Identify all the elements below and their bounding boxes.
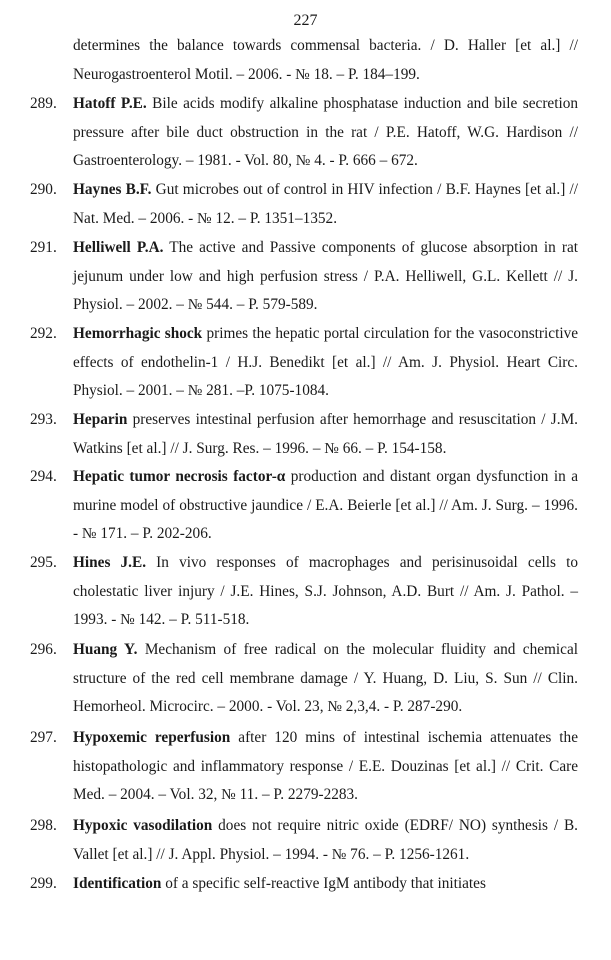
reference-text — [30, 463, 578, 549]
reference-text — [30, 406, 578, 463]
reference-290 — [30, 176, 578, 233]
reference-number: 289. — [30, 95, 57, 112]
reference-text — [30, 724, 578, 810]
reference-title-lead: Identification — [73, 875, 162, 892]
reference-text — [30, 176, 578, 233]
reference-294 — [30, 463, 578, 549]
reference-number: 295. — [30, 554, 57, 571]
reference-title-lead: Hepatic tumor necrosis factor-α — [73, 468, 286, 485]
reference-text — [30, 234, 578, 320]
reference-297 — [30, 724, 578, 810]
reference-text — [30, 636, 578, 722]
reference-text — [30, 870, 578, 899]
reference-body: does not require nitric oxide (EDRF/ NO) synthesis / B. Vallet [et al.] // J. Appl. Physiol. – 1994. - № 76. – P. 1256-1261. — [73, 817, 578, 863]
reference-text — [30, 812, 578, 869]
reference-body: after 120 mins of intestinal ischemia attenuates the histopathologic and inflammatory response / E.E. Douzinas [et al.] // Crit. Care Med. – 2004. – Vol. 32, № 11. – P. 2279-2283. — [73, 729, 578, 803]
reference-body: Mechanism of free radical on the molecular fluidity and chemical structure of the red cell membrane damage / Y. Huang, D. Liu, S. Sun // Clin. Hemorheol. Microcirc. – 2000. - Vol. 23, № 2,3,4. - P. 287-290. — [73, 641, 578, 715]
reference-number: 292. — [30, 325, 57, 342]
reference-title-lead: Hypoxemic reperfusion — [73, 729, 231, 746]
reference-number: 293. — [30, 411, 57, 428]
reference-296 — [30, 636, 578, 722]
reference-body: of a specific self-reactive IgM antibody that initiates — [161, 875, 486, 892]
reference-body: production and distant organ dysfunction in a murine model of obstructive jaundice / E.A. Beierle [et al.] // Am. J. Surg. – 1996. - № 171. – P. 202-206. — [73, 468, 578, 542]
reference-author: Huang Y. — [73, 641, 138, 658]
reference-text — [30, 320, 578, 406]
reference-291 — [30, 234, 578, 320]
reference-author: Helliwell P.A. — [73, 239, 164, 256]
reference-292 — [30, 320, 578, 406]
reference-author: Haynes B.F. — [73, 181, 152, 198]
reference-298 — [30, 812, 578, 869]
reference-number: 297. — [30, 729, 57, 746]
reference-number: 298. — [30, 817, 57, 834]
reference-number: 296. — [30, 641, 57, 658]
reference-number: 299. — [30, 875, 57, 892]
reference-body: preserves intestinal perfusion after hemorrhage and resuscitation / J.M. Watkins [et al.] // J. Surg. Res. – 1996. – № 66. – P. 154-158. — [73, 411, 578, 457]
reference-number: 294. — [30, 468, 57, 485]
reference-author: Hines J.E. — [73, 554, 147, 571]
reference-body: Bile acids modify alkaline phosphatase induction and bile secretion pressure after bile duct obstruction in the rat / P.E. Hatoff, W.G. Hardison // Gastroenterology. – 1981. - Vol. 80, № 4. - P. 666 – 672. — [73, 95, 579, 169]
reference-body: primes the hepatic portal circulation for the vasoconstrictive effects of endothelin-1 / H.J. Benedikt [et al.] // Am. J. Physiol. Heart Circ. Physiol. – 2001. – № 281. –P. 1075-1084. — [73, 325, 579, 399]
reference-title-lead: Hemorrhagic shock — [73, 325, 203, 342]
reference-289 — [30, 90, 578, 176]
reference-text — [30, 90, 578, 176]
page-number: 227 — [293, 12, 318, 29]
reference-author: Hatoff P.E. — [73, 95, 147, 112]
reference-continuation: determines the balance towards commensal bacteria. / D. Haller [et al.] // Neurogastroenterol Motil. – 2006. - № 18. – P. 184–199. — [73, 37, 578, 83]
reference-number: 290. — [30, 181, 57, 198]
reference-295 — [30, 549, 578, 635]
reference-299 — [30, 870, 578, 899]
reference-body: Gut microbes out of control in HIV infection / B.F. Haynes [et al.] // Nat. Med. – 2006. - № 12. – P. 1351–1352. — [73, 181, 579, 227]
reference-title-lead: Hypoxic vasodilation — [73, 817, 213, 834]
reference-body: The active and Passive components of glucose absorption in rat jejunum under low and high perfusion stress / P.A. Helliwell, G.L. Kellett // J. Physiol. – 2002. – № 544. – P. 579-589. — [73, 239, 578, 313]
reference-number: 291. — [30, 239, 57, 256]
reference-title-lead: Heparin — [73, 411, 128, 428]
reference-text — [30, 549, 578, 635]
reference-293 — [30, 406, 578, 463]
reference-body: In vivo responses of macrophages and perisinusoidal cells to cholestatic liver injury / J.E. Hines, S.J. Johnson, A.D. Burt // Am. J. Pathol. – 1993. - № 142. – P. 511-518. — [73, 554, 578, 628]
